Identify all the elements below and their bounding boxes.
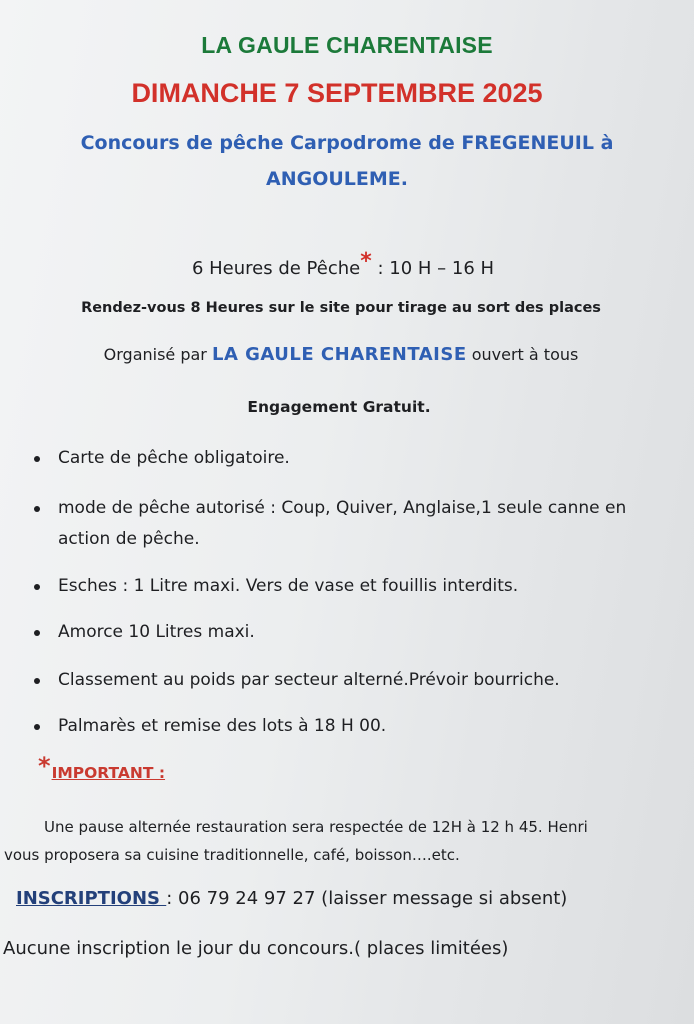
event-date: DIMANCHE 7 SEPTEMBRE 2025 xyxy=(131,78,543,108)
list-item xyxy=(30,493,680,555)
inscriptions-line xyxy=(16,888,567,909)
organiser-prefix: Organisé par xyxy=(103,345,212,364)
bullet-dot-icon xyxy=(34,584,40,590)
bullet-dot-icon xyxy=(34,506,40,512)
fishing-hours xyxy=(0,249,686,280)
event-subtitle-line2: ANGOULEME. xyxy=(266,168,408,190)
bullet-dot-icon xyxy=(34,678,40,684)
list-item xyxy=(30,711,680,742)
rule-text: Classement au poids par secteur alterné.Prévoir bourriche. xyxy=(58,670,560,690)
asterisk-marker: * xyxy=(38,752,51,780)
important-heading xyxy=(38,752,166,784)
no-same-day-registration: Aucune inscription le jour du concours.( places limitées) xyxy=(3,938,509,959)
inscriptions-phone: : 06 79 24 97 27 (laisser message si absent) xyxy=(166,888,568,909)
rule-text: Carte de pêche obligatoire. xyxy=(58,448,290,468)
rule-text: mode de pêche autorisé : Coup, Quiver, Anglaise,1 seule canne en action de pêche. xyxy=(58,498,627,549)
rule-text: Palmarès et remise des lots à 18 H 00. xyxy=(58,716,387,736)
list-item xyxy=(30,571,680,602)
bullet-dot-icon xyxy=(34,630,40,636)
organiser-suffix: ouvert à tous xyxy=(466,345,579,364)
hours-value: : 10 H – 16 H xyxy=(371,258,495,279)
important-label: IMPORTANT : xyxy=(51,764,166,782)
rule-text: Amorce 10 Litres maxi. xyxy=(58,622,255,642)
list-item xyxy=(30,617,680,648)
lunch-break-line1: Une pause alternée restauration sera respectée de 12H à 12 h 45. Henri xyxy=(44,818,588,836)
lunch-break-line2: vous proposera sa cuisine traditionnelle, café, boisson….etc. xyxy=(4,846,460,864)
rule-text: Esches : 1 Litre maxi. Vers de vase et fouillis interdits. xyxy=(58,576,519,596)
rendezvous-info: Rendez-vous 8 Heures sur le site pour tirage au sort des places xyxy=(81,300,601,316)
hours-label: 6 Heures de Pêche xyxy=(191,258,361,279)
organiser-line xyxy=(0,344,682,365)
inscriptions-label: INSCRIPTIONS xyxy=(16,888,167,909)
rules-list xyxy=(30,443,680,742)
asterisk-marker: * xyxy=(360,249,372,274)
bullet-dot-icon xyxy=(34,724,40,730)
event-subtitle-line1: Concours de pêche Carpodrome de FREGENEUIL à xyxy=(80,132,614,154)
list-item xyxy=(30,665,680,696)
list-item xyxy=(30,443,680,474)
organiser-club: LA GAULE CHARENTAISE xyxy=(211,344,467,365)
engagement-free: Engagement Gratuit. xyxy=(247,398,431,416)
club-title: LA GAULE CHARENTAISE xyxy=(201,32,493,58)
bullet-dot-icon xyxy=(34,456,40,462)
